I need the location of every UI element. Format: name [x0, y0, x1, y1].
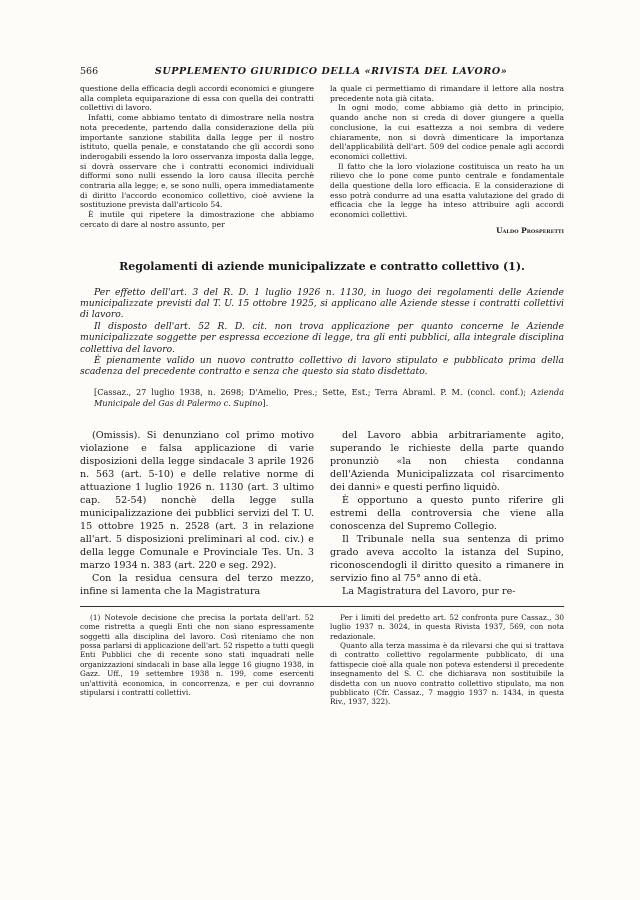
- paragraph: Il fatto che la loro violazione costituisca un reato ha un rilievo che lo pone come punto centrale e fondamentale della questione della loro efficacia. E la considerazione di esso potrà condurre ad una esatta valutazione del grado di efficacia che la legge ha inteso attribuire agli accordi economici collettivi.: [330, 161, 564, 220]
- paragraph: (Omissis). Si denunziano col primo motivo violazione e falsa applicazione di varie disposizioni della legge sindacale 3 aprile 1926 n. 563 (art. 5-10) e delle relative norme di attuazione 1 luglio 1926 n. 1130 (art. 3 ultimo cap. 52-54) nonchè della legge sulla municipalizzazione dei pubblici servizi del T. U. 15 ottobre 1925 n. 2528 (art. 3 in relazione all'art. 5 disposizioni preliminari al cod. civ.) e della legge Comunale e Provinciale Tes. Un. 3 marzo 1934 n. 383 (art. 220 e seg. 292).: [80, 429, 314, 571]
- top-left-column: [80, 84, 314, 236]
- paragraph: È inutile qui ripetere la dimostrazione che abbiamo cercato di dare al nostro assunto, per: [80, 210, 314, 229]
- case-citation: [94, 387, 564, 409]
- footnote-right-column: [330, 613, 564, 707]
- top-columns: [80, 84, 564, 236]
- page-number: 566: [80, 66, 99, 77]
- paragraph: Infatti, come abbiamo tentato di dimostrare nella nostra nota precedente, partendo dalla considerazione della più importante sanzione stabilita dalla legge per il nostro istituto, quella penale, e constatando che gli accordi sono inderogabili essendo la loro osservanza imposta dalla legge, si dovrà osservare che i contratti economici individuali difformi sono nulli essendo la loro causa illecita perchè contraria alla legge; e, se sono nulli, opera immediatamente di diritto l'accordo economico collettivo, cioè avviene la sostituzione prevista dall'articolo 54.: [80, 113, 314, 210]
- paragraph: Il Tribunale nella sua sentenza di primo grado aveva accolto la istanza del Supino, riconoscendogli il diritto quesito a rimanere in servizio fino al 75° anno di età.: [330, 533, 564, 584]
- maxim: Per effetto dell'art. 3 del R. D. 1 luglio 1926 n. 1130, in luogo dei regolamenti delle Aziende municipalizzate previsti dal T. U. 15 ottobre 1925, si applicano alle Aziende stesse i contratti collettivi di lavoro.: [80, 286, 564, 321]
- body-left-column: [80, 429, 314, 598]
- body-right-column: [330, 429, 564, 598]
- section-title: Regolamenti di aziende municipalizzate e contratto collettivo (1).: [119, 259, 525, 273]
- footnote-divider: [80, 606, 564, 607]
- paragraph: In ogni modo, come abbiamo già detto in principio, quando anche non si creda di dover giungere a quella conclusione, la cui esattezza a noi sembra di vedere chiaramente, non si dovrà dimenticare la importanza dell'applicabilità dell'art. 509 del codice penale agli accordi economici collettivi.: [330, 103, 564, 161]
- paragraph: Con la residua censura del terzo mezzo, infine si lamenta che la Magistratura: [80, 572, 314, 597]
- maxim: Il disposto dell'art. 52 R. D. cit. non trova applicazione per quanto concerne le Aziende municipalizzate soggette per espressa eccezione di legge, tra gli enti pubblici, alla integrale disciplina collettiva del lavoro.: [80, 320, 564, 355]
- citation-parties: Azienda Municipale del Gas di Palermo c. Supino: [94, 386, 564, 408]
- top-right-column: [330, 84, 564, 236]
- paragraph: È opportuno a questo punto riferire gli estremi della controversia che viene alla conoscenza del Supremo Collegio.: [330, 494, 564, 532]
- citation-end: ].: [262, 397, 269, 408]
- paragraph: questione della efficacia degli accordi economici e giungere alla completa equiparazione di essa con quella dei contratti collettivi di lavoro.: [80, 84, 314, 113]
- running-header: [80, 66, 564, 84]
- paragraph: la quale ci permettiamo di rimandare il lettore alla nostra precedente nota già citata.: [330, 84, 564, 103]
- headnote-maxims: [80, 287, 564, 378]
- document-page: [80, 66, 564, 707]
- footnote: Quanto alla terza massima è da rilevarsi che qui si trattava di contratto collettivo regolarmente pubblicato, di una fattispecie cioè alla quale non poteva estendersi il precedente insegnamento del S. C. che dichiarava non sostituibile la disdetta con un nuovo contratto collettivo stipulato, ma non pubblicato (Cfr. Cassaz., 7 maggio 1937 n. 1434, in questa Riv., 1937, 322).: [330, 641, 564, 707]
- citation-text: [Cassaz., 27 luglio 1938, n. 2698; D'Amelio, Pres.; Sette, Est.; Terra Abraml. P. M. (concl. conf.);: [94, 386, 527, 397]
- footnote-left-column: [80, 613, 314, 707]
- author-signature: Ualdo Prosperetti: [496, 225, 564, 235]
- maxim: È pienamente valido un nuovo contratto collettivo di lavoro stipulato e pubblicato prima della scadenza del precedente contratto e senza che questo sia stato disdettato.: [80, 354, 564, 378]
- paragraph: del Lavoro abbia arbitrariamente agito, superando le richieste della parte quando pronunziò «la non chiesta condanna dell'Azienda Municipalizzata col risarcimento dei danni» e questi perfino liquidò.: [330, 429, 564, 493]
- running-title: SUPPLEMENTO GIURIDICO DELLA «RIVISTA DEL LAVORO»: [154, 66, 508, 77]
- footnote: (1) Notevole decisione che precisa la portata dell'art. 52 come ristretta a quegli Enti che non siano espressamente soggetti alla disciplina del lavoro. Così riteniamo che non possa parlarsi di applicazione dell'art. 52 rispetto a tutti quegli Enti Pubblici che di recente sono stati inquadrati nelle organizzazioni sindacali in base alla legge 16 giugno 1938, in Gazz. Uff., 19 settembre 1938 n. 199, come esercenti un'attività economica, in concorrenza, e per cui dovranno stipularsi i contratti collettivi.: [80, 612, 314, 698]
- footnote: Per i limiti del predetto art. 52 confronta pure Cassaz., 30 luglio 1937 n. 3024, in questa Rivista 1937, 569, con nota redazionale.: [330, 612, 564, 641]
- judgment-body: [80, 429, 564, 598]
- footnotes: [80, 613, 564, 707]
- paragraph: La Magistratura del Lavoro, pur re-: [342, 585, 516, 597]
